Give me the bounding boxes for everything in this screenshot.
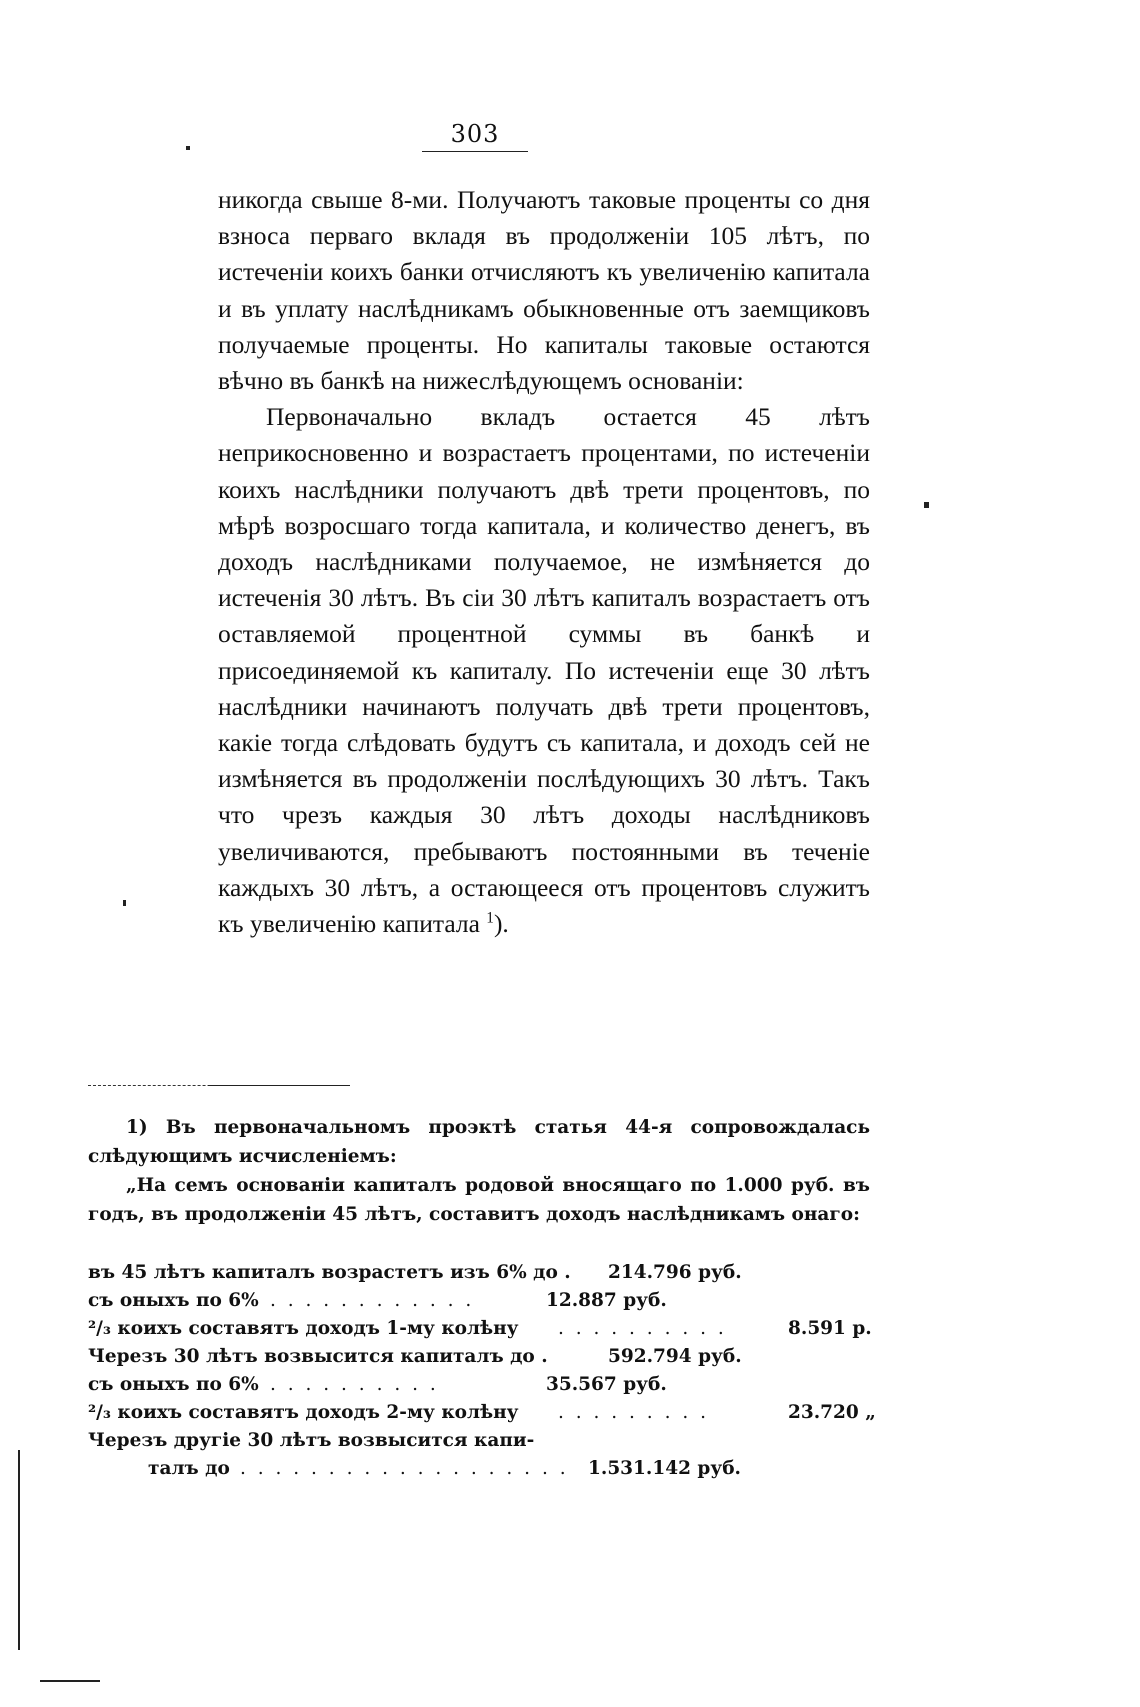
calc-leader-dots: . . . . . . . . . . [270,1374,439,1395]
calc-mid-value: 12.887 руб. [546,1290,667,1311]
calc-row [88,1458,878,1486]
calc-right-value: 23.720 „ [788,1402,876,1423]
footnote-reference[interactable]: 1 [486,909,494,927]
calc-label: талъ до [148,1458,230,1479]
footnote-marker: 1) [126,1117,148,1138]
calc-mid-value: 214.796 руб. [608,1262,742,1283]
calc-mid-value: 1.531.142 руб. [588,1458,741,1479]
calc-label: въ 45 лѣтъ капиталъ возрастетъ изъ 6% до . [88,1262,571,1283]
calc-leader-dots: . . . . . . . . . [558,1402,709,1423]
calc-mid-value: 592.794 руб. [608,1346,742,1367]
footnote [88,1113,870,1229]
calc-row [88,1374,878,1402]
scan-speck [924,502,929,508]
calc-mid-value: 35.567 руб. [546,1374,667,1395]
scan-speck [123,900,126,906]
scan-mark [40,1680,100,1682]
page-number-rule [422,151,528,152]
calc-label: ²/₃ коихъ составятъ доходъ 1-му колѣну [88,1318,519,1339]
calc-leader-dots: . . . . . . . . . . . . . . . . . . . [240,1458,569,1479]
calc-row [88,1262,878,1290]
calc-row [88,1318,878,1346]
page-number: 303 [450,120,500,148]
calc-right-value: 8.591 р. [788,1318,872,1339]
binding-edge-line [18,1450,20,1650]
footnote-intro [88,1113,870,1171]
paragraph-2-text: Первоначально вкладъ остается 45 лѣтъ неприкосновенно и возрастаетъ процентами, по истеченiи коихъ наслѣдники получаютъ двѣ трети процентовъ, по мѣрѣ возросшаго тогда капитала, и количество денегъ, въ доходъ наслѣдниками получаемое, не измѣняется до истеченiя 30 лѣтъ. Въ сiи 30 лѣтъ капиталъ возрастаетъ отъ оставляемой процентной суммы въ банкѣ и присоединяемой къ капиталу. По истеченiи еще 30 лѣтъ наслѣдники начинаютъ получать двѣ трети процентовъ, какiе тогда слѣдовать будутъ съ капитала, и доходъ сей не измѣняется въ продолженiи послѣдующихъ 30 лѣтъ. Такъ что чрезъ каждыя 30 лѣтъ доходы наслѣдниковъ увеличиваются, пребываютъ постоянными въ теченiе каждыхъ 30 лѣтъ, а остающееся отъ процентовъ служитъ къ увеличенiю капитала [218,402,870,939]
calc-leader-dots: . . . . . . . . . . [558,1318,727,1339]
footnote-separator [208,1085,350,1086]
calc-row [88,1402,878,1430]
scan-speck [186,146,190,150]
paragraph-2-closing: ). [493,909,509,939]
footnote-quote: „На семъ основанiи капиталъ родовой вносящаго по 1.000 руб. въ годъ, въ продолженiи 45 лѣтъ, составитъ доходъ наслѣдникамъ онаго: [88,1175,870,1225]
calc-label: Черезъ 30 лѣтъ возвысится капиталъ до . [88,1346,548,1367]
calc-row [88,1290,878,1318]
paragraph-2 [218,399,870,942]
calc-label: съ оныхъ по 6% [88,1290,259,1311]
calc-label: ²/₃ коихъ составятъ доходъ 2-му колѣну [88,1402,519,1423]
calc-row [88,1346,878,1374]
footnote-intro-text: Въ первоначальномъ проэктѣ статья 44-я сопровождалась слѣдующимъ исчисленiемъ: [88,1117,870,1167]
calc-row [88,1430,878,1458]
calc-leader-dots: . . . . . . . . . . . . [270,1290,475,1311]
calc-label: съ оныхъ по 6% [88,1374,259,1395]
calc-label: Черезъ другiе 30 лѣтъ возвысится капи- [88,1430,535,1451]
body-text [218,182,870,942]
paragraph-1: никогда свыше 8-ми. Получаютъ таковые проценты со дня взноса перваго вкладя въ продолженiи 105 лѣтъ, по истеченiи коихъ банки отчисляютъ къ увеличенiю капитала и въ уплату наслѣдникамъ обыкновенные отъ заемщиковъ получаемые проценты. Но капиталы таковые остаются вѣчно въ банкѣ на нижеслѣдующемъ основанiи: [218,185,870,396]
